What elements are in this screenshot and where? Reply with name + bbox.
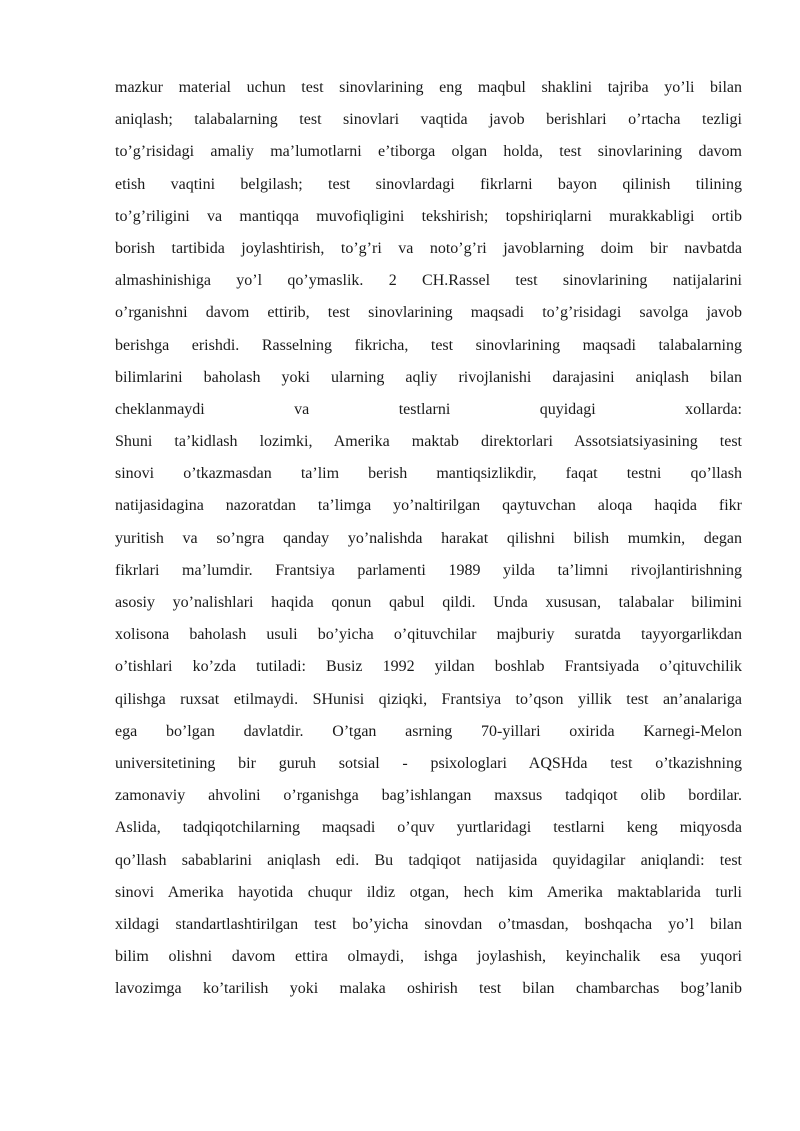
text-line: sinovi o’tkazmasdan ta’lim berish mantiqsizlikdir, faqat testni qo’llash bbox=[115, 465, 742, 483]
text-line: o’rganishni davom ettirib, test sinovlarining maqsadi to’g’risidagi savolga javob bbox=[115, 304, 742, 322]
text-line: qilishga ruxsat etilmaydi. SHunisi qiziqki, Frantsiya to’qson yillik test an’analariga bbox=[115, 690, 742, 708]
text-line: borish tartibida joylashtirish, to’g’ri va noto’g’ri javoblarning doim bir navbatda bbox=[115, 239, 742, 257]
text-line: berishga erishdi. Rasselning fikricha, test sinovlarining maqsadi talabalarning bbox=[115, 336, 742, 354]
text-line: yuritish va so’ngra qanday yo’nalishda harakat qilishni bilish mumkin, degan bbox=[115, 529, 742, 547]
document-page bbox=[115, 72, 742, 1005]
text-line: etish vaqtini belgilash; test sinovlardagi fikrlarni bayon qilinish tilining bbox=[115, 175, 742, 193]
text-line: universitetining bir guruh sotsial - psixologlari AQSHda test o’tkazishning bbox=[115, 754, 742, 772]
text-line: ega bo’lgan davlatdir. O’tgan asrning 70-yillari oxirida Karnegi-Melon bbox=[115, 722, 742, 740]
text-line: cheklanmaydi va testlarni quyidagi xollarda: bbox=[115, 400, 742, 418]
text-line: natijasidagina nazoratdan ta’limga yo’naltirilgan qaytuvchan aloqa haqida fikr bbox=[115, 497, 742, 515]
text-line: Shuni ta’kidlash lozimki, Amerika maktab direktorlari Assotsiatsiyasining test bbox=[115, 433, 742, 451]
text-line: xildagi standartlashtirilgan test bo’yicha sinovdan o’tmasdan, boshqacha yo’l bilan bbox=[115, 915, 742, 933]
text-line: aniqlash; talabalarning test sinovlari vaqtida javob berishlari o’rtacha tezligi bbox=[115, 111, 742, 129]
text-line: zamonaviy ahvolini o’rganishga bag’ishlangan maxsus tadqiqot olib bordilar. bbox=[115, 787, 742, 805]
text-line: to’g’risidagi amaliy ma’lumotlarni e’tiborga olgan holda, test sinovlarining davom bbox=[115, 143, 742, 161]
text-line: qo’llash sabablarini aniqlash edi. Bu tadqiqot natijasida quyidagilar aniqlandi: test bbox=[115, 851, 742, 869]
text-line: o’tishlari ko’zda tutiladi: Busiz 1992 yildan boshlab Frantsiyada o’qituvchilik bbox=[115, 658, 742, 676]
text-line: sinovi Amerika hayotida chuqur ildiz otgan, hech kim Amerika maktablarida turli bbox=[115, 883, 742, 901]
text-line: mazkur material uchun test sinovlarining eng maqbul shaklini tajriba yo’li bilan bbox=[115, 79, 742, 96]
text-line: lavozimga ko’tarilish yoki malaka oshirish test bilan chambarchas bog’lanib bbox=[115, 980, 742, 998]
text-line: asosiy yo’nalishlari haqida qonun qabul qildi. Unda xususan, talabalar bilimini bbox=[115, 594, 742, 611]
text-line: to’g’riligini va mantiqqa muvofiqligini tekshirish; topshiriqlarni murakkabligi ortib bbox=[115, 207, 742, 225]
text-line: bilim olishni davom ettira olmaydi, ishga joylashish, keyinchalik esa yuqori bbox=[115, 948, 742, 966]
text-line: bilimlarini baholash yoki ularning aqliy rivojlanishi darajasini aniqlash bilan bbox=[115, 368, 742, 386]
text-line: fikrlari ma’lumdir. Frantsiya parlamenti 1989 yilda ta’limni rivojlantirishning bbox=[115, 561, 742, 579]
text-line: almashinishiga yo’l qo’ymaslik. 2 CH.Rassel test sinovlarining natijalarini bbox=[115, 272, 742, 290]
text-line: Aslida, tadqiqotchilarning maqsadi o’quv yurtlaridagi testlarni keng miqyosda bbox=[115, 819, 742, 837]
text-line: xolisona baholash usuli bo’yicha o’qituvchilar majburiy suratda tayyorgarlikdan bbox=[115, 626, 742, 644]
